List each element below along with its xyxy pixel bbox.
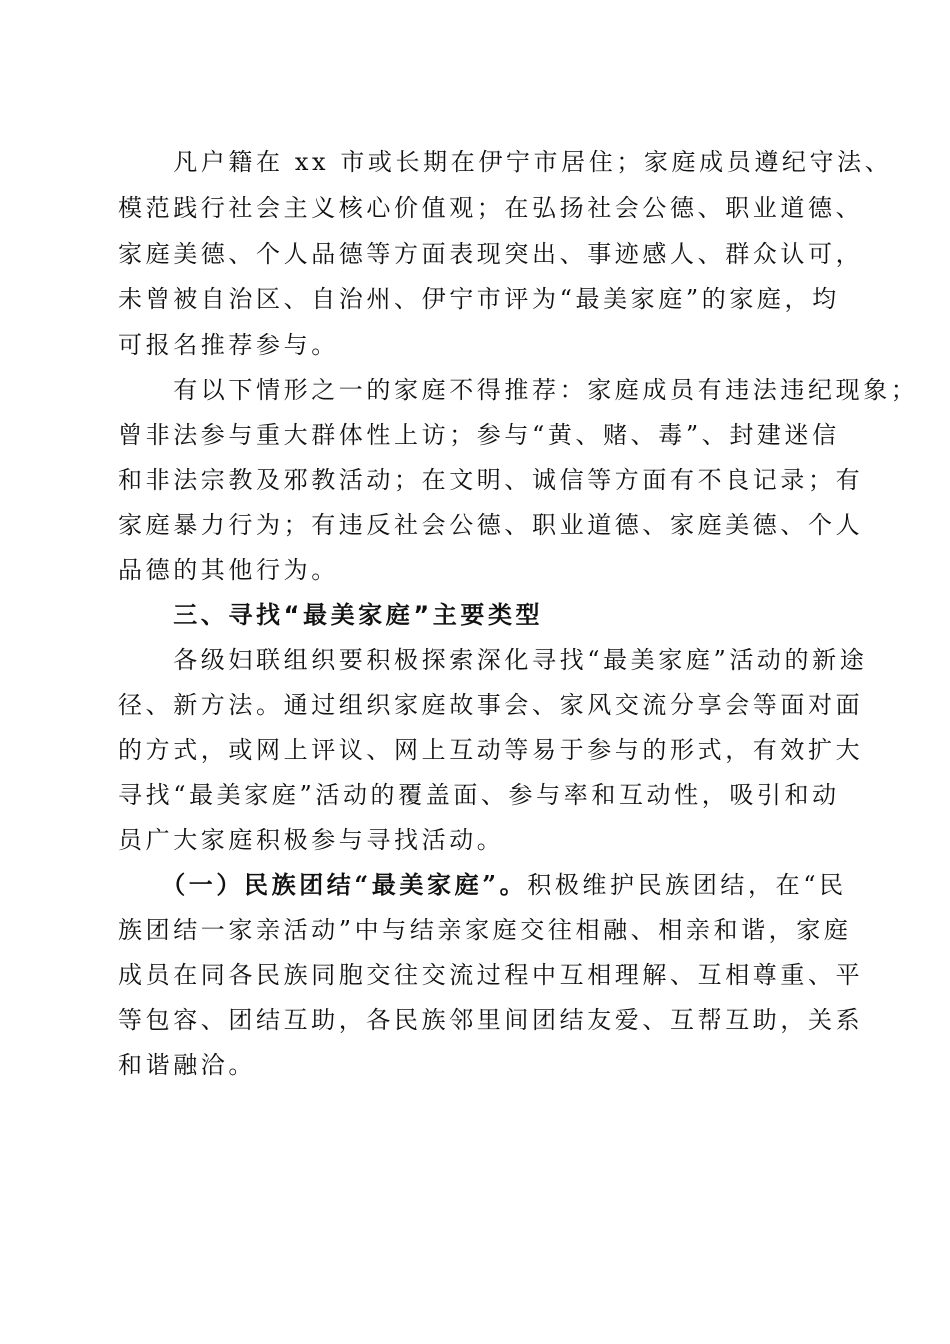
paragraph-approach-line-3: 的方式，或网上评议、网上互动等易于参与的形式，有效扩大 (118, 736, 864, 764)
subsection-heading: （一）民族团结“最美家庭”。 (118, 870, 528, 899)
paragraph-exclusion-line-5: 品德的其他行为。 (118, 556, 339, 584)
paragraph-eligibility-line-3: 家庭美德、个人品德等方面表现突出、事迹感人、群众认可， (118, 240, 864, 268)
paragraph-eligibility-line-4: 未曾被自治区、自治州、伊宁市评为“最美家庭”的家庭，均 (118, 285, 840, 313)
paragraph-approach-line-4: 寻找“最美家庭”活动的覆盖面、参与率和互动性，吸引和动 (118, 781, 840, 809)
paragraph-exclusion-line-2: 曾非法参与重大群体性上访；参与“黄、赌、毒”、封建迷信 (118, 421, 840, 449)
paragraph-eligibility-line-5: 可报名推荐参与。 (118, 331, 339, 359)
section-heading: 三、寻找“最美家庭”主要类型 (118, 601, 544, 629)
paragraph-eligibility-line-1: 凡户籍在 xx 市或长期在伊宁市居住；家庭成员遵纪守法、 (118, 148, 893, 176)
paragraph-exclusion-line-3: 和非法宗教及邪教活动；在文明、诚信等方面有不良记录；有 (118, 466, 864, 494)
paragraph-minzu-line-3: 成员在同各民族同胞交往交流过程中互相理解、互相尊重、平 (118, 961, 864, 989)
paragraph-minzu-line-1 (118, 870, 847, 900)
paragraph-exclusion-line-4: 家庭暴力行为；有违反社会公德、职业道德、家庭美德、个人 (118, 511, 864, 539)
paragraph-approach-line-5: 员广大家庭积极参与寻找活动。 (118, 826, 505, 854)
paragraph-eligibility-line-2: 模范践行社会主义核心价值观；在弘扬社会公德、职业道德、 (118, 194, 864, 222)
paragraph-minzu-line-4: 等包容、团结互助，各民族邻里间团结友爱、互帮互助，关系 (118, 1006, 864, 1034)
paragraph-approach-line-2: 径、新方法。通过组织家庭故事会、家风交流分享会等面对面 (118, 691, 864, 719)
paragraph-minzu-line-1-rest: 积极维护民族团结，在“民 (527, 871, 847, 899)
paragraph-exclusion-line-1: 有以下情形之一的家庭不得推荐：家庭成员有违法违纪现象； (118, 376, 919, 404)
paragraph-minzu-line-2: 族团结一家亲活动”中与结亲家庭交往相融、相亲和谐，家庭 (118, 916, 852, 944)
paragraph-minzu-line-5: 和谐融洽。 (118, 1051, 256, 1079)
paragraph-approach-line-1: 各级妇联组织要积极探索深化寻找“最美家庭”活动的新途 (118, 646, 868, 674)
